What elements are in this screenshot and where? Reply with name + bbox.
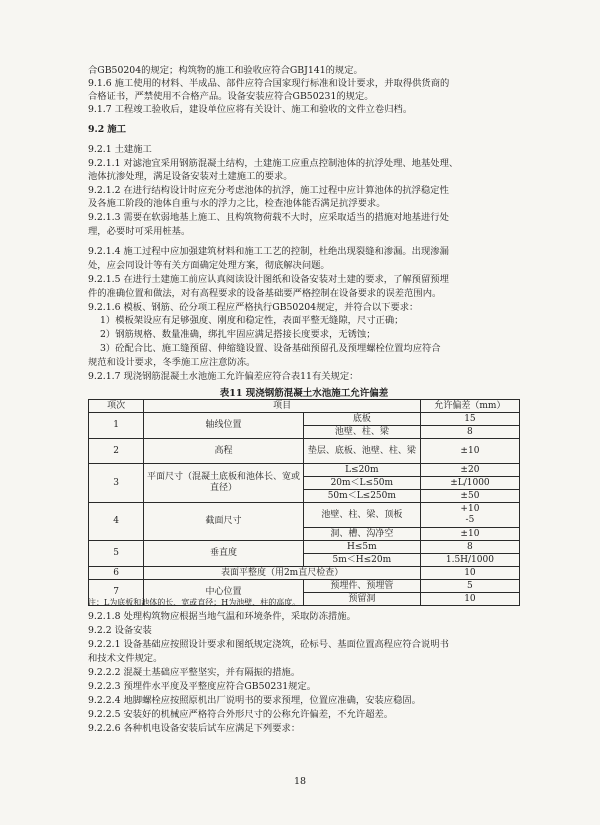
text-line: 池体抗渗处理，满足设备安装对土建施工的要求。: [88, 171, 293, 182]
page-number: 18: [293, 776, 307, 787]
row-value: ±10: [420, 439, 519, 464]
text-line: 9.2.1.7 现浇钢筋混凝土水池施工允许偏差应符合表11有关规定：: [88, 371, 359, 382]
text-line: 9.2.2.3 预埋件水平度及平整度应符合GB50231规定。: [88, 681, 317, 692]
text-line: 9.2.1.5 在进行土建施工前应认真阅读设计图纸和设备安装对土建的要求，了解预留预埋: [88, 274, 449, 285]
row-number: 5: [89, 541, 144, 567]
row-value: 10: [420, 593, 519, 606]
table-row: [89, 503, 520, 528]
table-row: [89, 567, 520, 580]
row-item: 表面平整度（用2m直尺检查）: [144, 567, 421, 580]
table-row: [89, 580, 520, 593]
text-line: 9.1.6 施工使用的材料、半成品、部件应符合国家现行标准和设计要求，并取得供货商的: [88, 78, 450, 89]
subsection-heading: 9.2.1 土建施工: [88, 144, 152, 155]
row-value: ±10: [420, 528, 519, 541]
text-line: 和技术文件规定。: [88, 653, 163, 664]
text-line: 规范和设计要求，冬季施工应注意防冻。: [88, 357, 256, 368]
tolerance-table: [88, 399, 520, 606]
row-number: 3: [89, 464, 144, 503]
row-subitem: 5m＜H≤20m: [303, 554, 420, 567]
row-item: 中心位置: [144, 580, 303, 606]
row-value: 10: [420, 567, 519, 580]
text-line: 及各施工阶段的池体自重与水的浮力之比，检查池体能否满足抗浮要求。: [88, 198, 386, 209]
text-line: 9.2.2.2 混凝土基础应平整坚实，并有隔振的措施。: [88, 667, 301, 678]
header-cell: 项次: [89, 400, 144, 413]
row-subitem: L≤20m: [303, 464, 420, 477]
text-line: 9.2.2.5 安装好的机械应严格符合外形尺寸的公称允许偏差，不允许超差。: [88, 709, 394, 720]
text-line: 9.2.1.1 对滤池宜采用钢筋混凝土结构，土建施工应重点控制池体的抗浮处理、地基处理、: [88, 158, 459, 169]
text-line: 9.2.2.4 地脚螺栓应按照原机出厂说明书的要求预埋，位置应准确，安装应稳固。: [88, 695, 421, 706]
header-cell: 项目: [144, 400, 421, 413]
table-row: [89, 541, 520, 554]
text-line: 9.2.1.6 模板、钢筋、砼分项工程应严格执行GB50204规定，并符合以下要求：: [88, 302, 419, 313]
row-subitem: 20m＜L≤50m: [303, 477, 420, 490]
row-item: 垂直度: [144, 541, 303, 567]
row-subitem: 池壁、柱、梁: [303, 426, 420, 439]
row-subitem: 底板: [303, 413, 420, 426]
row-value: ±L/1000: [420, 477, 519, 490]
text-line: 理，必要时可采用桩基。: [88, 226, 191, 237]
table-header-row: [89, 400, 520, 413]
row-subitem: 50m＜L≤250m: [303, 490, 420, 503]
text-line: 9.2.2.1 设备基础应按照设计要求和图纸规定浇筑，砼标号、基面位置高程应符合说明书: [88, 639, 449, 650]
row-subitem: 预埋件、预埋管: [303, 580, 420, 593]
row-number: 4: [89, 503, 144, 541]
row-item: 高程: [144, 439, 303, 464]
row-value: 15: [420, 413, 519, 426]
row-value: 5: [420, 580, 519, 593]
row-item: 平面尺寸（混凝土底板和池体长、宽或直径）: [144, 464, 303, 503]
row-value: 8: [420, 426, 519, 439]
row-subitem: H≤5m: [303, 541, 420, 554]
row-subitem: 池壁、柱、梁、顶板: [303, 503, 420, 528]
row-value: ±50: [420, 490, 519, 503]
row-value: +10 -5: [420, 503, 519, 528]
row-value: ±20: [420, 464, 519, 477]
text-line: 合格证书，严禁使用不合格产品。设备安装应符合GB50231的规定。: [88, 91, 374, 102]
table-note: 注：L为底板和池体的长、宽或直径；H为池壁、柱的高度。: [88, 598, 301, 607]
text-line: 件的准确位置和做法，对有高程要求的设备基础要严格控制在设备要求的误差范围内。: [88, 288, 442, 299]
text-line: 9.1.7 工程竣工验收后，建设单位应将有关设计、施工和验收的文件立卷归档。: [88, 104, 413, 115]
row-item: 截面尺寸: [144, 503, 303, 541]
subsection-heading: 9.2.2 设备安装: [88, 625, 152, 636]
table-row: [89, 464, 520, 477]
row-item: 轴线位置: [144, 413, 303, 439]
header-cell: 允许偏差（mm）: [420, 400, 519, 413]
text-line: 合GB50204的规定；构筑物的施工和验收应符合GBJ141的规定。: [88, 65, 363, 76]
list-item: 3）砼配合比、施工缝预留、伸缩缝设置、设备基础预留孔及预埋螺栓位置均应符合: [100, 343, 441, 354]
text-line: 9.2.1.8 处理构筑物应根据当地气温和环境条件，采取防冻措施。: [88, 611, 356, 622]
text-line: 9.2.1.3 需要在软弱地基上施工、且构筑物荷载不大时，应采取适当的措施对地基进行处: [88, 212, 449, 223]
text-line: 9.2.1.2 在进行结构设计时应充分考虑池体的抗浮，施工过程中应计算池体的抗浮稳定性: [88, 185, 449, 196]
section-heading: 9.2 施工: [88, 124, 127, 135]
table-row: [89, 439, 520, 464]
row-number: 7: [89, 580, 144, 606]
row-subitem: 预留洞: [303, 593, 420, 606]
row-number: 1: [89, 413, 144, 439]
row-number: 2: [89, 439, 144, 464]
row-number: 6: [89, 567, 144, 580]
row-value: 8: [420, 541, 519, 554]
list-item: 1）模板架设应有足够强度、刚度和稳定性，表面平整无缝隙，尺寸正确；: [100, 315, 404, 326]
text-line: 9.2.1.4 施工过程中应加强建筑材料和施工工艺的控制，杜绝出现裂缝和渗漏。出现渗漏: [88, 246, 449, 257]
table-row: [89, 413, 520, 426]
list-item: 2）钢筋规格、数量准确，绑扎牢固应满足搭接长度要求，无锈蚀；: [100, 329, 376, 340]
row-value: 1.5H/1000: [420, 554, 519, 567]
row-subitem: 垫层、底板、池壁、柱、梁: [303, 439, 420, 464]
text-line: 9.2.2.6 各种机电设备安装后试车应满足下列要求：: [88, 723, 301, 734]
table-caption: 表11 现浇钢筋混凝土水池施工允许偏差: [219, 388, 389, 399]
row-subitem: 洞、槽、沟净空: [303, 528, 420, 541]
text-line: 处，应会同设计等有关方面确定处理方案，彻底解决问题。: [88, 260, 330, 271]
